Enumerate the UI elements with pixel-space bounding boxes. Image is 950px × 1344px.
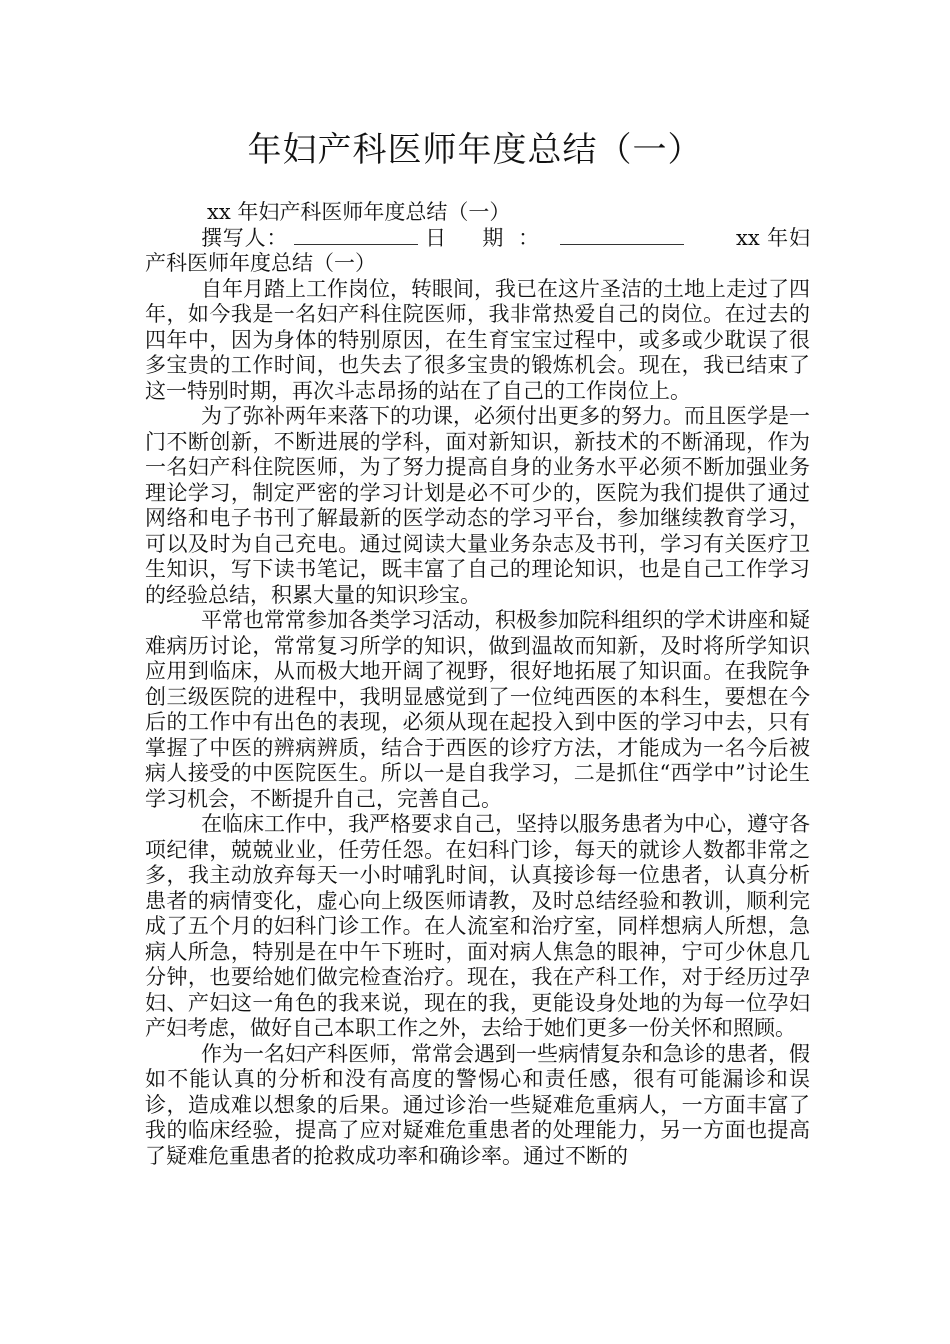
date-label: 日 期： (424, 225, 554, 250)
author-blank (294, 226, 418, 245)
author-date-line (145, 226, 810, 277)
document-body (145, 200, 810, 1169)
paragraph-4: 在临床工作中，我严格要求自己，坚持以服务患者为中心，遵守各项纪律，兢兢业业，任劳任怨。在妇科门诊，每天的就诊人数都非常之多，我主动放弃每天一小时哺乳时间，认真接诊每一位患者，认真分析患者的病情变化，虚心向上级医师请教，及时总结经验和教训，顺利完成了五个月的妇科门诊工作。在人流室和治疗室，同样想病人所想，急病人所急，特别是在中午下班时，面对病人焦急的眼神，宁可少休息几分钟，也要给她们做完检查治疗。现在，我在产科工作，对于经历过孕妇、产妇这一角色的我来说，现在的我，更能设身处地的为每一位孕妇产妇考虑，做好自己本职工作之外，去给于她们更多一份关怀和照顾。 (145, 812, 810, 1040)
paragraph-3: 平常也常常参加各类学习活动，积极参加院科组织的学术讲座和疑难病历讨论，常常复习所学的知识，做到温故而知新，及时将所学知识应用到临床，从而极大地开阔了视野，很好地拓展了知识面。在我院争创三级医院的进程中，我明显感觉到了一位纯西医的本科生，要想在今后的工作中有出色的表现，必须从现在起投入到中医的学习中去，只有掌握了中医的辨病辨质，结合于西医的诊疗方法，才能成为一名今后被病人接受的中医院医生。所以一是自我学习，二是抓住“西学中”讨论生学习机会，不断提升自己，完善自己。 (145, 608, 810, 811)
paragraph-1: 自年月踏上工作岗位，转眼间，我已在这片圣洁的土地上走过了四年，如今我是一名妇产科住院医师，我非常热爱自己的岗位。在过去的四年中，因为身体的特别原因，在生育宝宝过程中，或多或少耽误了很多宝贵的工作时间，也失去了很多宝贵的锻炼机会。现在，我已结束了这一特别时期，再次斗志昂扬的站在了自己的工作岗位上。 (145, 276, 810, 403)
author-label: 撰写人： (201, 225, 289, 250)
paragraph-2: 为了弥补两年来落下的功课，必须付出更多的努力。而且医学是一门不断创新，不断进展的学科，面对新知识，新技术的不断涌现，作为一名妇产科住院医师，为了努力提高自身的业务水平必须不断加强业务理论学习，制定严密的学习计划是必不可少的，医院为我们提供了通过网络和电子书刊了解最新的医学动态的学习平台，参加继续教育学习，可以及时为自己充电。通过阅读大量业务杂志及书刊，学习有关医疗卫生知识，写下读书笔记，既丰富了自己的理论知识，也是自己工作学习的经验总结，积累大量的知识珍宝。 (145, 404, 810, 607)
paragraph-5: 作为一名妇产科医师，常常会遇到一些病情复杂和急诊的患者，假如不能认真的分析和没有高度的警惕心和责任感，很有可能漏诊和误诊，造成难以想象的后果。通过诊治一些疑难危重病人，一方面丰富了我的临床经验，提高了应对疑难危重患者的处理能力，另一方面也提高了疑难危重患者的抢救成功率和确诊率。通过不断的 (145, 1041, 810, 1168)
document-title: 年妇产科医师年度总结（一） (247, 130, 703, 170)
document-subtitle: xx 年妇产科医师年度总结（一） (207, 200, 511, 224)
meta-title-repeat: xx 年妇产科医师年度总结（一） (145, 225, 810, 275)
date-blank (560, 226, 684, 245)
